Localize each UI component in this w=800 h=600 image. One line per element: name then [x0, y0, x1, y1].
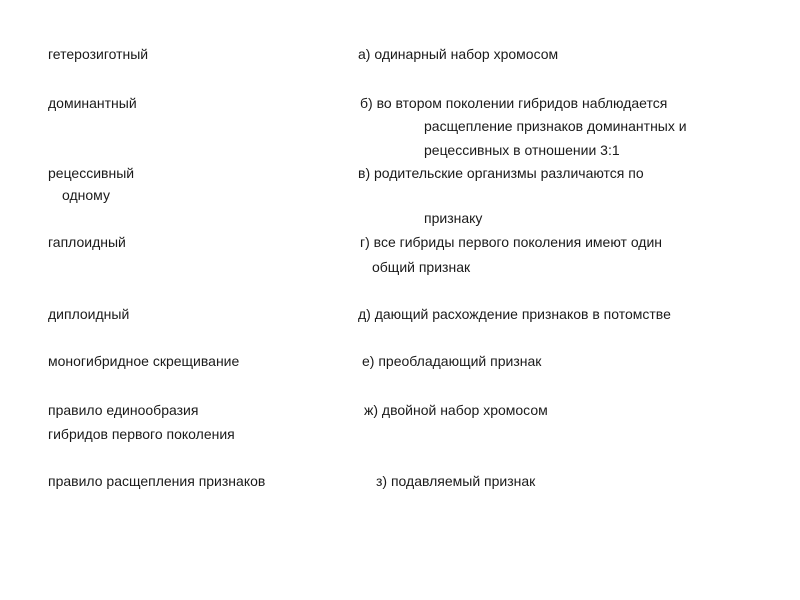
- definition-g: г) все гибриды первого поколения имеют один: [360, 234, 663, 250]
- term-recessive: рецессивный: [48, 165, 135, 181]
- term-diploid: диплоидный: [48, 306, 130, 322]
- definition-v: в) родительские организмы различаются по: [358, 165, 644, 181]
- term-uniformity-rule: правило единообразия: [48, 402, 199, 418]
- definition-zh: ж) двойной набор хромосом: [364, 402, 548, 418]
- term-dominant: доминантный: [48, 95, 137, 111]
- term-segregation-rule: правило расщепления признаков: [48, 473, 266, 489]
- definition-e: е) преобладающий признак: [362, 353, 542, 369]
- term-heterozygous: гетерозиготный: [48, 46, 149, 62]
- definition-z: з) подавляемый признак: [376, 473, 536, 489]
- definition-b-line-3: рецессивных в отношении 3:1: [424, 142, 620, 158]
- definition-v-line-2: признаку: [424, 210, 483, 226]
- term-uniformity-rule-line-2: гибридов первого поколения: [48, 426, 235, 442]
- definition-a: а) одинарный набор хромосом: [358, 46, 559, 62]
- definition-b-line-2: расщепление признаков доминантных и: [424, 118, 687, 134]
- definition-d: д) дающий расхождение признаков в потомстве: [358, 306, 671, 322]
- term-monohybrid-cross: моногибридное скрещивание: [48, 353, 240, 369]
- term-haploid: гаплоидный: [48, 234, 126, 250]
- definition-g-line-2: общий признак: [372, 259, 471, 275]
- definition-b: б) во втором поколении гибридов наблюдается: [360, 95, 668, 111]
- definition-v-wrap: одному: [62, 187, 110, 203]
